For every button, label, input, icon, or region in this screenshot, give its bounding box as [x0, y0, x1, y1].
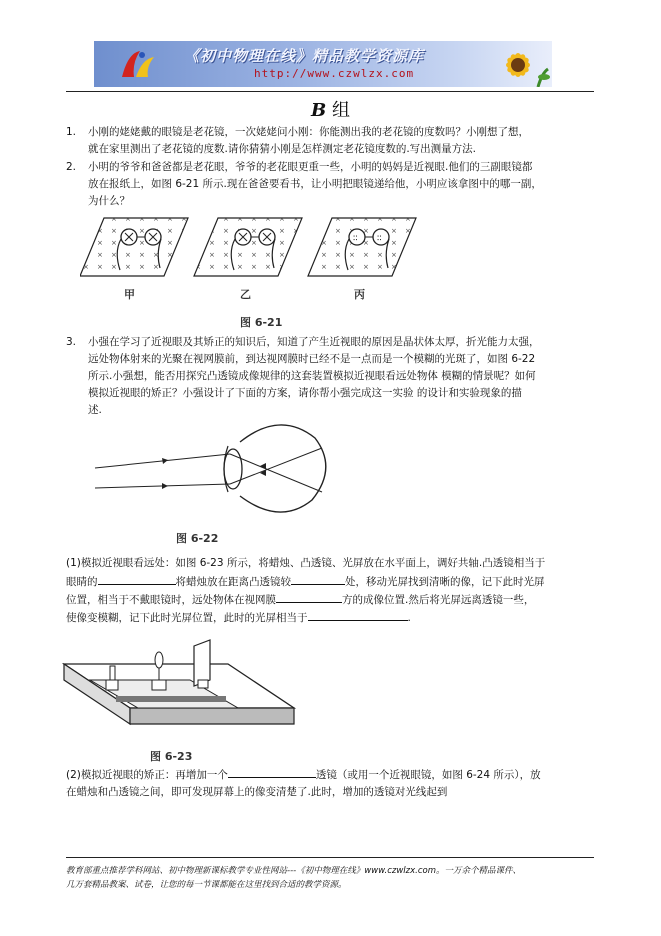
glasses-sheet-yi [194, 218, 302, 276]
q1-line2: 就在家里测出了老花镜的度数.请你猜猜小刚是怎样测定老花镜度数的.写出测量方法. [88, 143, 477, 155]
q2-line3: 为什么？ [88, 195, 130, 207]
site-logo-icon [118, 47, 158, 81]
banner-title: 《初中物理在线》精品教学资源库 [184, 47, 425, 65]
q3-number: 3. [66, 336, 77, 348]
q1-line1: 小刚的姥姥戴的眼镜是老花镜，一次姥姥问小刚：你能测出我的老花镜的度数吗？小刚想了想， [88, 126, 529, 138]
header-banner [94, 41, 552, 87]
footer-line2: 几万套精品教案、试卷，让您的每一节课都能在这里找到合适的教学资源。 [66, 880, 347, 890]
figure-6-23 [60, 636, 310, 746]
part2-text-a: (2)模拟近视眼的矫正：再增加一个 [66, 769, 228, 781]
caption-6-21: 图 6-21 [240, 316, 283, 329]
svg-text:∶∶: ∶∶ [377, 234, 382, 244]
q2-line2: 放在报纸上，如图 6-21 所示.现在爸爸要看书，让小明把眼镜递给他，小明应该拿图中的哪一副， [88, 178, 542, 190]
header-rule [66, 91, 594, 92]
q3-line3: 所示.小强想，能否用探究凸透镜成像规律的这套装置模拟近视眼看远处物体 模糊的情景呢？如何 [88, 370, 536, 382]
label-bing: 丙 [354, 288, 365, 301]
glasses-sheet-jia [80, 218, 188, 276]
answer-blank-1[interactable] [98, 573, 176, 585]
section-letter: B [311, 100, 327, 121]
answer-blank-5[interactable] [228, 766, 316, 778]
footer [66, 864, 606, 892]
caption-6-23: 图 6-23 [150, 750, 193, 763]
part1-text-g: . [407, 612, 411, 624]
part1-line2 [66, 573, 545, 592]
glasses-sheet-bing [308, 218, 416, 276]
part1-text-e: 方的成像位置.然后将光屏远离透镜一些， [342, 594, 535, 606]
part2-line2: 在蜡烛和凸透镜之间，即可发现屏幕上的像变清楚了.此时，增加的透镜对光线起到 [66, 786, 448, 798]
figure-6-22 [90, 420, 330, 520]
footer-rule [66, 857, 594, 858]
part1-line1: (1)模拟近视眼看远处：如图 6-23 所示，将蜡烛、凸透镜、光屏放在水平面上，调好共轴.凸透镜相当于 [66, 557, 546, 569]
part1-line3 [66, 591, 534, 610]
answer-blank-3[interactable] [276, 591, 342, 603]
part1-text-c: 处，移动光屏找到清晰的像，记下此时光屏 [345, 576, 545, 588]
q3-line1: 小强在学习了近视眼及其矫正的知识后，知道了产生近视眼的原因是晶状体太厚，折光能力太强， [88, 336, 540, 348]
q2-line1: 小明的爷爷和爸爸都是老花眼，爷爷的老花眼更重一些，小明的妈妈是近视眼.他们的三副眼镜都 [88, 161, 533, 173]
q3-line2: 远处物体射来的光聚在视网膜前，到达视网膜时已经不是一点而是一个模糊的光斑了，如图 6-22 [88, 353, 536, 365]
part1-text-d: 位置，相当于不戴眼镜时，远处物体在视网膜 [66, 594, 276, 606]
svg-text:∶∶: ∶∶ [353, 234, 358, 244]
part1-text-b: 将蜡烛放在距离凸透镜较 [175, 576, 291, 588]
part2-line1 [66, 766, 541, 785]
section-heading [0, 96, 661, 122]
answer-blank-4[interactable] [308, 609, 408, 621]
footer-line1: 教育部重点推荐学科网站、初中物理新课标教学专业性网站---《初中物理在线》www.czwlzx.com。一万余个精品课件、 [66, 866, 522, 876]
q3-line4: 模拟近视眼的矫正？小强设计了下面的方案，请你帮小强完成这一实验 的设计和实验现象的描 [88, 387, 522, 399]
q2-number: 2. [66, 161, 77, 173]
part2-text-b: 透镜（或用一个近视眼镜，如图 6-24 所示），放 [315, 769, 541, 781]
q3-line5: 述. [88, 404, 102, 416]
part1-text-f: 使像变模糊，记下此时光屏位置，此时的光屏相当于 [66, 612, 308, 624]
part1-text-a: 眼睛的 [66, 576, 98, 588]
banner-url[interactable]: http://www.czwlzx.com [254, 67, 415, 80]
section-word: 组 [331, 100, 350, 121]
label-jia: 甲 [124, 288, 135, 301]
part1-line4 [66, 609, 411, 628]
q1-number: 1. [66, 126, 77, 138]
label-yi: 乙 [240, 288, 251, 301]
caption-6-22: 图 6-22 [176, 532, 219, 545]
answer-blank-2[interactable] [291, 573, 345, 585]
sunflower-icon [488, 43, 550, 87]
